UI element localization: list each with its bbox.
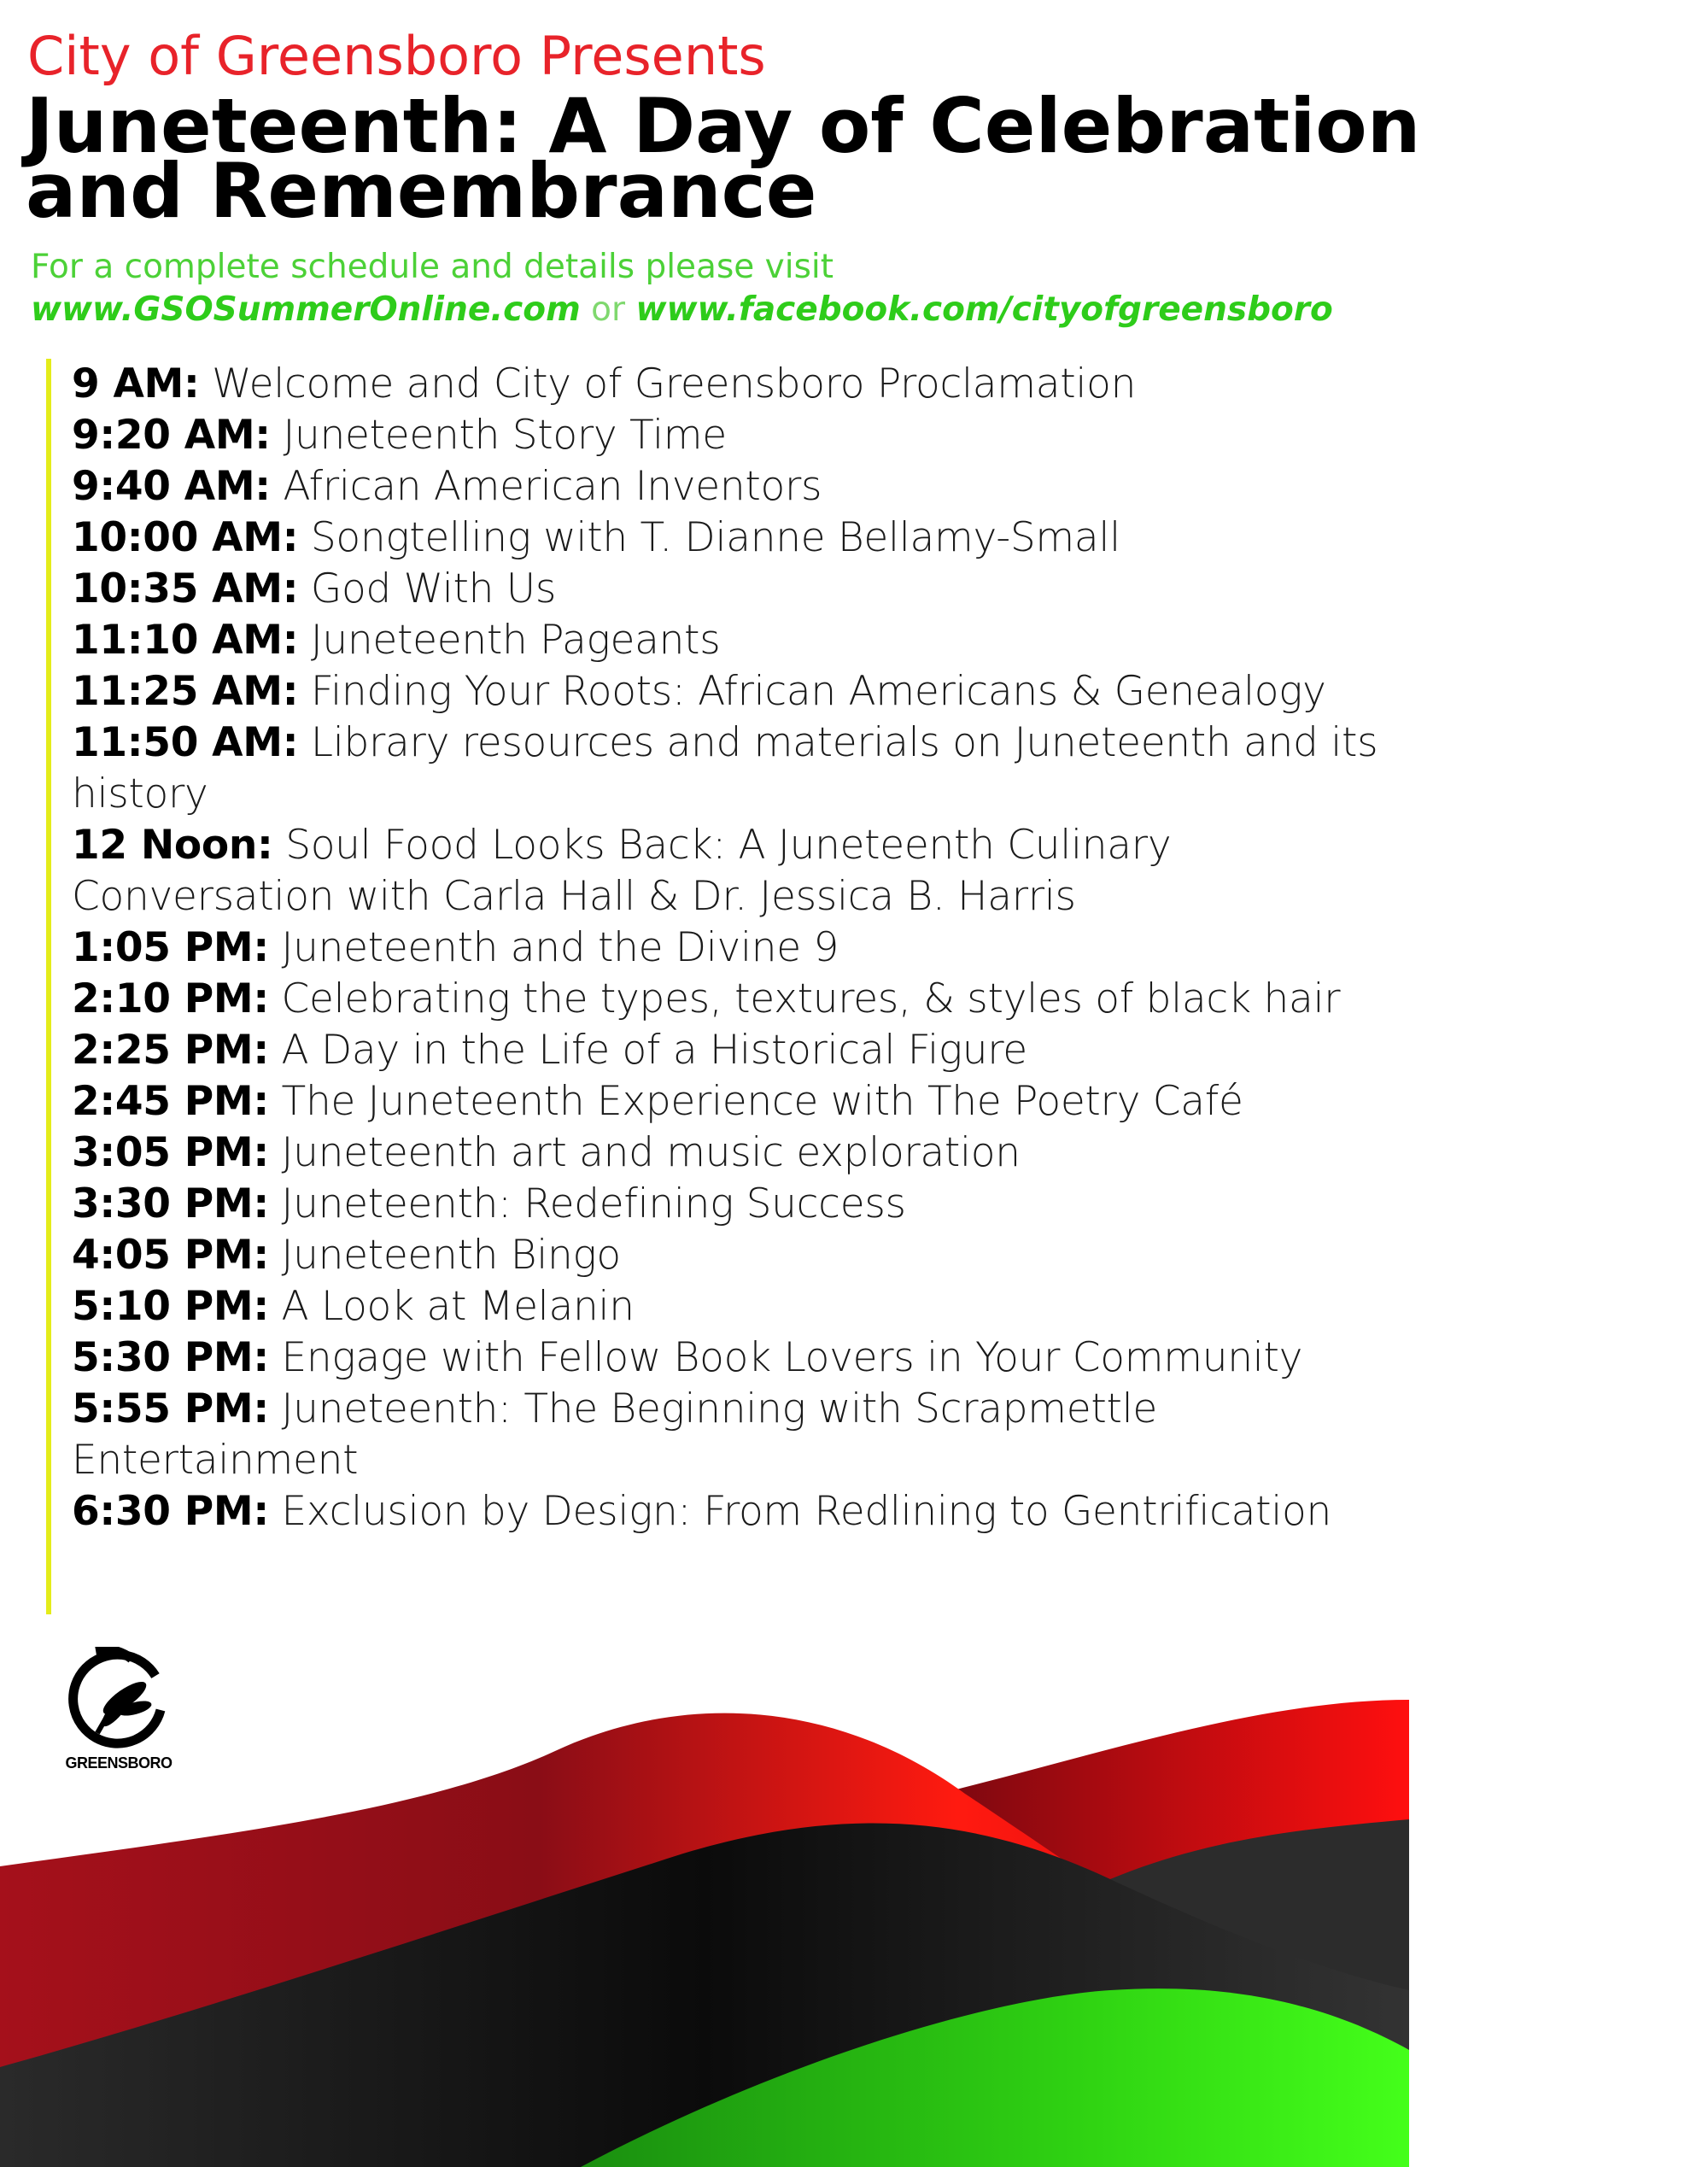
schedule-time: 2:45 PM: (72, 1078, 269, 1125)
schedule-event: Juneteenth art and music exploration (281, 1129, 1021, 1176)
schedule-item (72, 1332, 1413, 1384)
schedule-item (72, 1076, 1413, 1127)
schedule-event: God With Us (310, 565, 557, 612)
schedule-time: 10:00 AM: (72, 514, 299, 561)
schedule-time: 11:25 AM: (72, 668, 299, 715)
schedule-item (72, 461, 1413, 512)
page-title: Juneteenth: A Day of Celebration and Remembrance (26, 82, 1421, 235)
schedule-event: The Juneteenth Experience with The Poetry Café (281, 1078, 1243, 1125)
schedule-item (72, 359, 1413, 410)
schedule-list (51, 359, 1413, 1537)
schedule-item (72, 1384, 1413, 1486)
schedule-item (72, 820, 1413, 922)
schedule-time: 3:30 PM: (72, 1180, 269, 1227)
schedule-time: 4:05 PM: (72, 1232, 269, 1279)
schedule-item (72, 564, 1413, 615)
schedule-time: 5:30 PM: (72, 1334, 269, 1381)
schedule-item (72, 1230, 1413, 1281)
schedule-time: 10:35 AM: (72, 565, 299, 612)
visit-info (31, 246, 1333, 331)
gso-summer-link[interactable]: www.GSOSummerOnline.com (31, 290, 581, 329)
schedule-item (72, 410, 1413, 461)
event-schedule (46, 359, 1413, 1614)
schedule-time: 9 AM: (72, 360, 200, 407)
schedule-event: Juneteenth Bingo (281, 1232, 621, 1279)
schedule-event: Juneteenth: The Beginning with Scrapmettle Entertainment (72, 1385, 1158, 1484)
schedule-time: 2:25 PM: (72, 1027, 269, 1074)
schedule-event: Finding Your Roots: African Americans & Genealogy (310, 668, 1326, 715)
schedule-event: Songtelling with T. Dianne Bellamy-Small (310, 514, 1120, 561)
schedule-item (72, 512, 1413, 564)
schedule-time: 9:40 AM: (72, 463, 271, 510)
schedule-event: Juneteenth and the Divine 9 (281, 924, 839, 971)
schedule-time: 5:55 PM: (72, 1385, 269, 1432)
schedule-event: Soul Food Looks Back: A Juneteenth Culinary Conversation with Carla Hall & Dr. Jessica B. Harris (72, 822, 1172, 920)
schedule-item (72, 974, 1413, 1025)
schedule-item (72, 1025, 1413, 1076)
facebook-link[interactable]: www.facebook.com/cityofgreensboro (635, 290, 1333, 329)
schedule-event: Welcome and City of Greensboro Proclamation (212, 360, 1137, 407)
schedule-item (72, 717, 1413, 820)
schedule-time: 1:05 PM: (72, 924, 269, 971)
schedule-event: Juneteenth Story Time (283, 412, 727, 459)
schedule-event: A Look at Melanin (281, 1283, 635, 1330)
schedule-time: 9:20 AM: (72, 412, 271, 459)
visit-links (31, 289, 1333, 331)
presenter-heading: City of Greensboro Presents (27, 25, 766, 87)
pan-african-waves-graphic (0, 1666, 1409, 2167)
schedule-item (72, 922, 1413, 974)
schedule-item (72, 1179, 1413, 1230)
schedule-event: Library resources and materials on Juneteenth and its history (72, 719, 1378, 817)
schedule-time: 6:30 PM: (72, 1488, 269, 1535)
schedule-time: 12 Noon: (72, 822, 273, 869)
schedule-time: 3:05 PM: (72, 1129, 269, 1176)
schedule-event: Juneteenth: Redefining Success (281, 1180, 906, 1227)
schedule-event: African American Inventors (283, 463, 822, 510)
schedule-item (72, 615, 1413, 666)
schedule-time: 11:50 AM: (72, 719, 299, 766)
schedule-time: 2:10 PM: (72, 975, 269, 1022)
schedule-event: Juneteenth Pageants (310, 617, 721, 664)
schedule-item (72, 1486, 1413, 1537)
schedule-item (72, 1281, 1413, 1332)
schedule-item (72, 666, 1413, 717)
schedule-event: Celebrating the types, textures, & styles of black hair (281, 975, 1341, 1022)
schedule-event: A Day in the Life of a Historical Figure (281, 1027, 1027, 1074)
schedule-event: Engage with Fellow Book Lovers in Your Community (281, 1334, 1303, 1381)
visit-text: For a complete schedule and details please visit (31, 248, 834, 286)
schedule-time: 5:10 PM: (72, 1283, 269, 1330)
logo-caption: GREENSBORO (65, 1754, 173, 1772)
or-separator: or (591, 290, 626, 329)
schedule-item (72, 1127, 1413, 1179)
schedule-event: Exclusion by Design: From Redlining to Gentrification (281, 1488, 1331, 1535)
schedule-time: 11:10 AM: (72, 617, 299, 664)
